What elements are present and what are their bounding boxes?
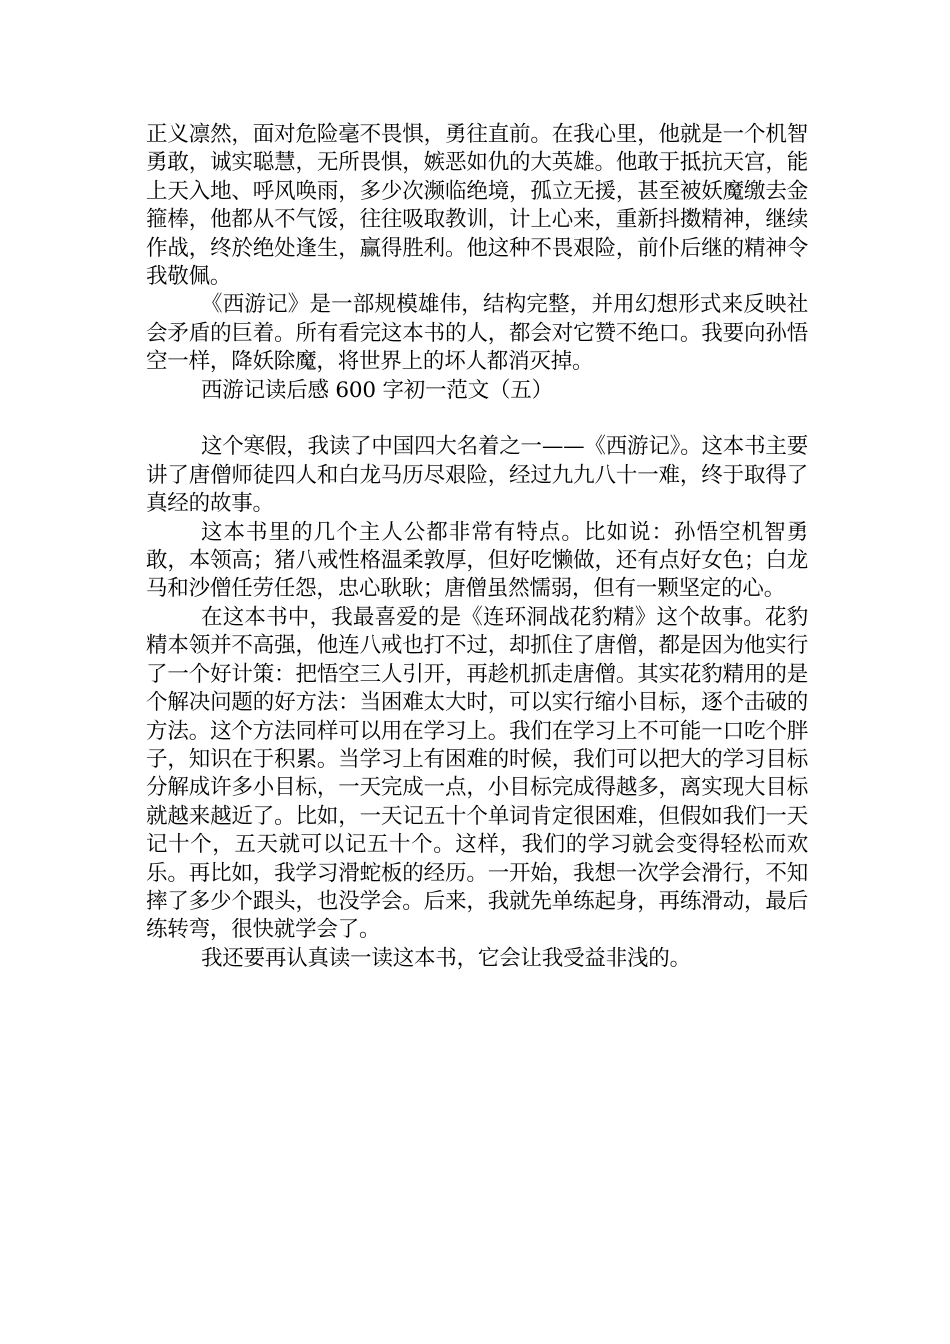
article-body [146, 121, 808, 973]
blank-line [146, 405, 808, 433]
paragraph-closing: 我还要再认真读一读这本书，它会让我受益非浅的。 [201, 945, 691, 971]
paragraph-favorite-story: 在这本书中，我最喜爱的是《连环洞战花豹精》这个故事。花豹精本领并不高强，他连八戒也打不过，却抓住了唐僧，都是因为他实行了一个好计策：把悟空三人引开，再趁机抓走唐僧。其实花豹精用的是个解决问题的好方法：当困难太大时，可以实行缩小目标，逐个击破的方法。这个方法同样可以用在学习上。我们在学习上不可能一口吃个胖子，知识在于积累。当学习上有困难的时候，我们可以把大的学习目标分解成许多小目标，一天完成一点，小目标完成得越多，离实现大目标就越来越近了。比如，一天记五十个单词肯定很困难，但假如我们一天记十个，五天就可以记五十个。这样，我们的学习就会变得轻松而欢乐。再比如，我学习滑蛇板的经历。一开始，我想一次学会滑行，不知摔了多少个跟头，也没学会。后来，我就先单练起身，再练滑动，最后练转弯，很快就学会了。 [146, 604, 808, 943]
paragraph-winter-break: 这个寒假，我读了中国四大名着之一——《西游记》。这本书主要讲了唐僧师徒四人和白龙马历尽艰险，经过九九八十一难，终于取得了真经的故事。 [146, 434, 808, 517]
paragraph-book-summary: 《西游记》是一部规模雄伟，结构完整，并用幻想形式来反映社会矛盾的巨着。所有看完这本书的人，都会对它赞不绝口。我要向孙悟空一样，降妖除魔，将世界上的坏人都消灭掉。 [146, 292, 808, 375]
section-heading: 西游记读后感 600 字初一范文（五） [201, 377, 553, 403]
paragraph-heroism: 正义凛然，面对危险毫不畏惧，勇往直前。在我心里，他就是一个机智勇敢，诚实聪慧，无所畏惧，嫉恶如仇的大英雄。他敢于抵抗天宫，能上天入地、呼风唤雨，多少次濒临绝境，孤立无援，甚至被妖魔缴去金箍棒，他都从不气馁，往往吸取教训，计上心来，重新抖擞精神，继续作战，终於绝处逢生，赢得胜利。他这种不畏艰险，前仆后继的精神令我敬佩。 [146, 122, 808, 290]
paragraph-characters: 这本书里的几个主人公都非常有特点。比如说：孙悟空机智勇敢，本领高；猪八戒性格温柔敦厚，但好吃懒做，还有点好女色；白龙马和沙僧任劳任怨，忠心耿耿；唐僧虽然懦弱，但有一颗坚定的心。 [146, 519, 808, 602]
